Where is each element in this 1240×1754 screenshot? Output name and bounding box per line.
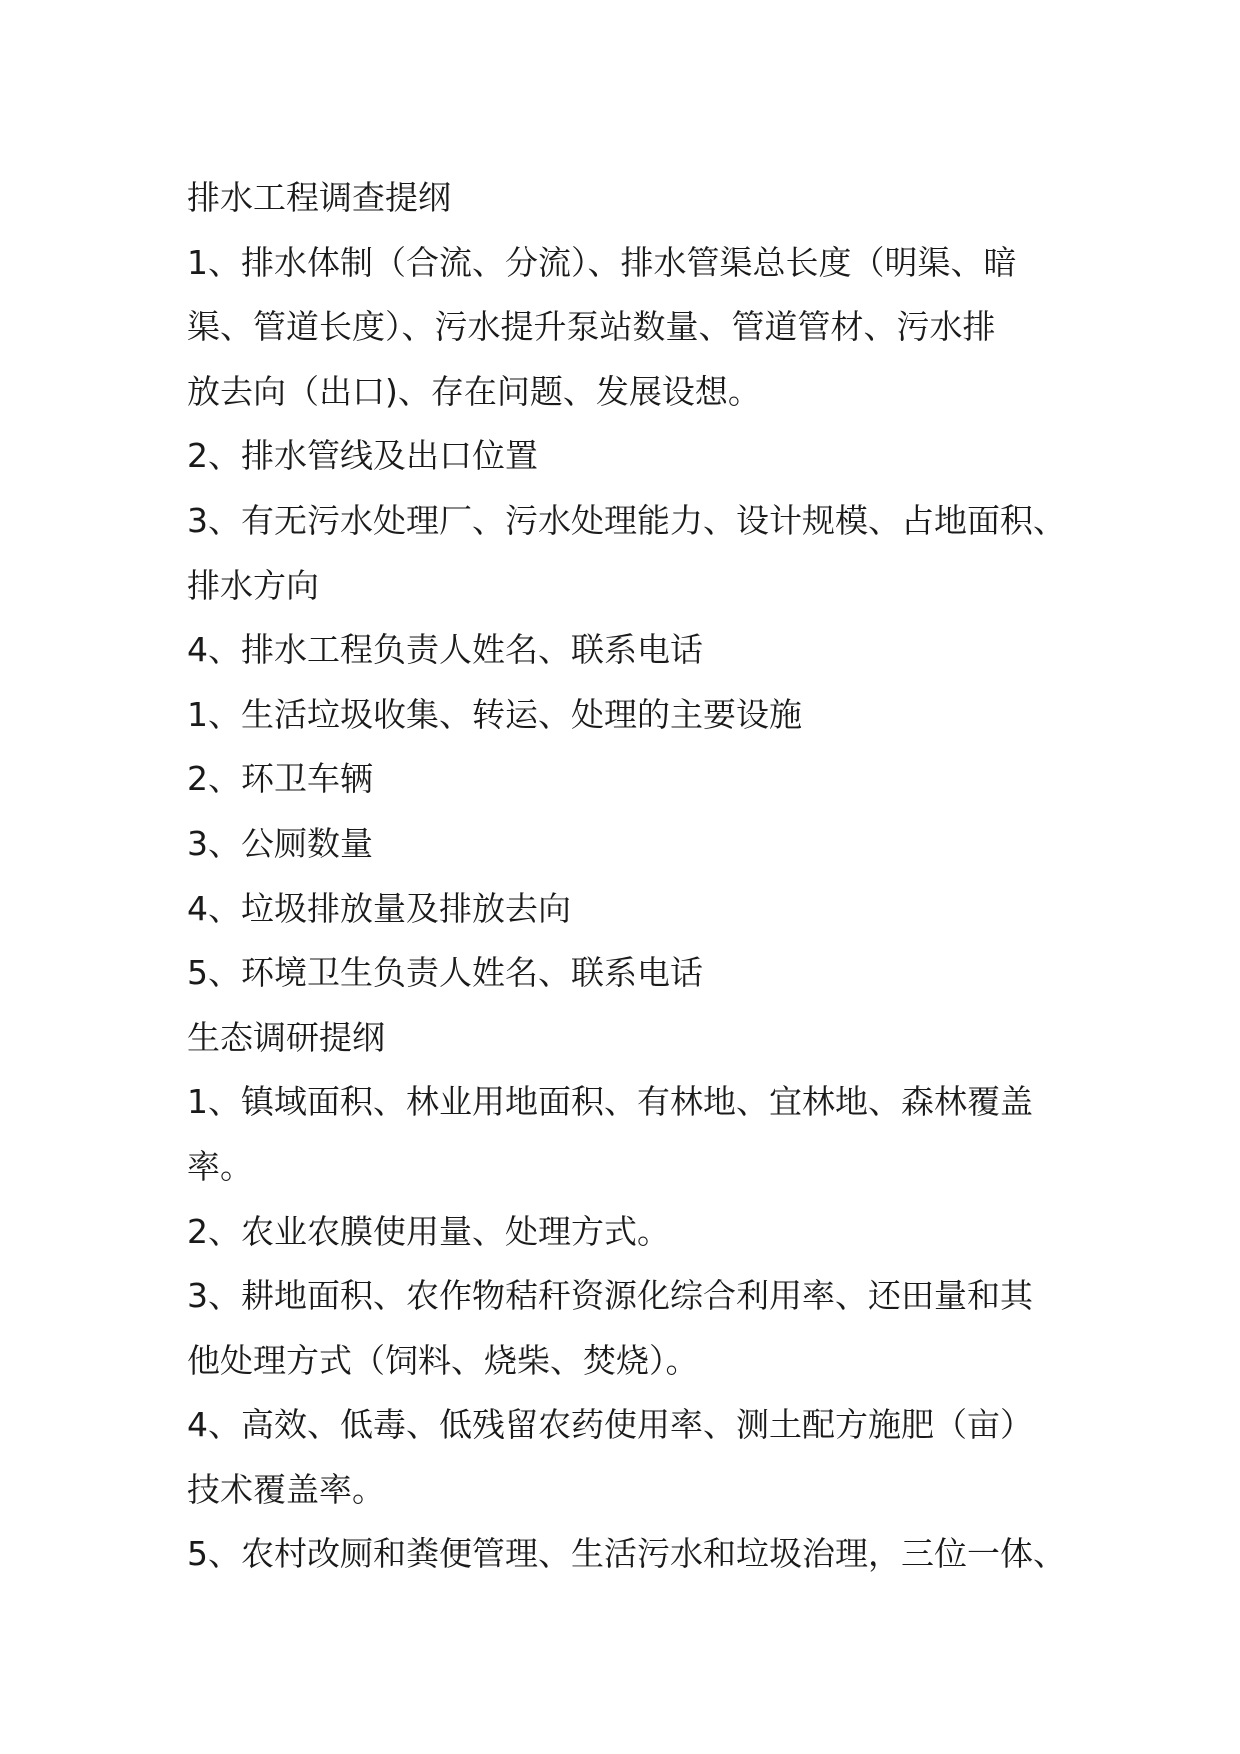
text-line: 4、高效、低毒、低残留农药使用率、测土配方施肥（亩）: [187, 1405, 1033, 1445]
document-body: [187, 166, 1087, 1587]
text-line: 5、环境卫生负责人姓名、联系电话: [187, 953, 703, 993]
text-line: 2、农业农膜使用量、处理方式。: [187, 1211, 670, 1251]
text-line: 1、排水体制（合流、分流）、排水管渠总长度（明渠、暗: [187, 242, 1017, 282]
text-line: 4、排水工程负责人姓名、联系电话: [187, 630, 703, 670]
text-line: 技术覆盖率。: [187, 1469, 385, 1509]
text-line: 3、有无污水处理厂、污水处理能力、设计规模、占地面积、: [187, 500, 1066, 540]
text-line: 放去向（出口)、存在问题、发展设想。: [187, 371, 761, 411]
text-line: 3、公厕数量: [187, 823, 373, 863]
heading-ecology-outline: 生态调研提纲: [187, 1017, 385, 1057]
text-line: 他处理方式（饲料、烧柴、焚烧）。: [187, 1340, 699, 1380]
text-line: 排水方向: [187, 565, 319, 605]
text-line: 5、农村改厕和粪便管理、生活污水和垃圾治理，三位一体、: [187, 1534, 1066, 1574]
text-line: 渠、管道长度）、污水提升泵站数量、管道管材、污水排: [187, 307, 996, 347]
text-line: 4、垃圾排放量及排放去向: [187, 888, 571, 928]
text-line: 率。: [187, 1146, 253, 1186]
heading-drainage-outline: 排水工程调查提纲: [187, 178, 451, 217]
text-line: 3、耕地面积、农作物秸秆资源化综合利用率、还田量和其: [187, 1276, 1033, 1316]
text-line: 1、镇域面积、林业用地面积、有林地、宜林地、森林覆盖: [187, 1082, 1033, 1122]
text-line: 1、生活垃圾收集、转运、处理的主要设施: [187, 694, 802, 734]
text-line: 2、环卫车辆: [187, 759, 373, 799]
text-line: 2、排水管线及出口位置: [187, 436, 538, 476]
